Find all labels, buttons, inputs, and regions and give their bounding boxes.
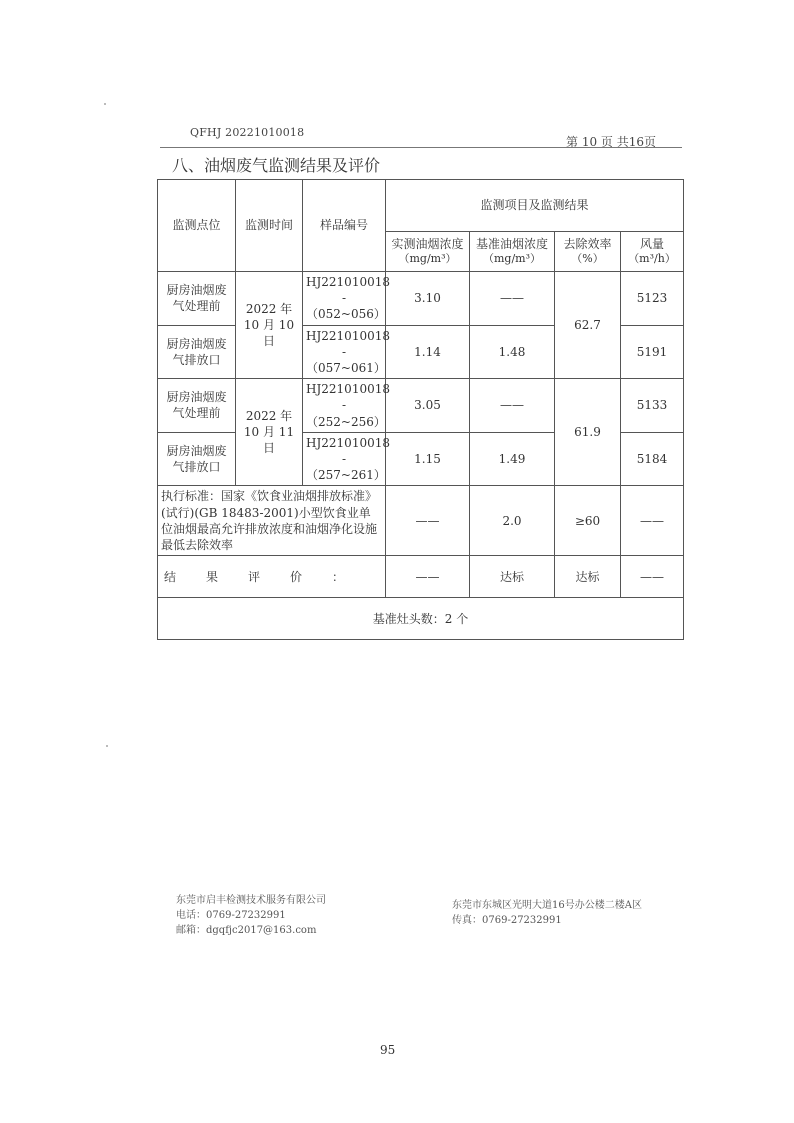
footer-address: 东莞市东城区光明大道16号办公楼二楼A区 <box>452 900 642 911</box>
cell-baseline: —— <box>470 379 555 433</box>
header-removal: 去除效率 （%） <box>555 232 621 272</box>
results-table <box>157 179 684 640</box>
page-info: 第 10 页 共16页 <box>566 135 656 149</box>
cell-baseline: —— <box>470 272 555 326</box>
cell-airflow: 5191 <box>621 325 684 379</box>
page-number: 95 <box>380 1043 396 1057</box>
cell-sample: HJ221010018 -（252~256） <box>303 379 386 433</box>
cell-point: 厨房油烟废气排放口 <box>158 325 236 379</box>
standard-baseline: 2.0 <box>470 486 555 556</box>
header-point: 监测点位 <box>158 180 236 272</box>
cell-sample: HJ221010018 -（052~056） <box>303 272 386 326</box>
cell-point: 厨房油烟废气处理前 <box>158 272 236 326</box>
section-title: 八、油烟废气监测结果及评价 <box>172 156 381 175</box>
header-sample: 样品编号 <box>303 180 386 272</box>
cell-airflow: 5133 <box>621 379 684 433</box>
cell-point: 厨房油烟废气排放口 <box>158 432 236 486</box>
scan-speck <box>104 103 106 105</box>
evaluation-label: 结果评价： <box>158 556 386 598</box>
cell-sample: HJ221010018 -（257~261） <box>303 432 386 486</box>
cell-date: 2022 年 10 月 10 日 <box>236 272 303 379</box>
cell-measured: 3.10 <box>386 272 470 326</box>
standard-airflow: —— <box>621 486 684 556</box>
header-divider <box>160 147 682 148</box>
cell-measured: 1.15 <box>386 432 470 486</box>
footer-address-block <box>452 898 642 928</box>
header-measured: 实测油烟浓度 （mg/m³） <box>386 232 470 272</box>
cell-removal: 62.7 <box>555 272 621 379</box>
scan-speck <box>106 745 108 747</box>
standard-removal: ≥60 <box>555 486 621 556</box>
footer-contact <box>176 893 326 938</box>
header-group: 监测项目及监测结果 <box>386 180 684 232</box>
footer-phone: 电话：0769-27232991 <box>176 910 286 921</box>
cell-measured: 3.05 <box>386 379 470 433</box>
cell-date: 2022 年 10 月 11 日 <box>236 379 303 486</box>
cell-measured: 1.14 <box>386 325 470 379</box>
report-code: QFHJ 20221010018 <box>190 126 305 139</box>
evaluation-airflow: —— <box>621 556 684 598</box>
cell-baseline: 1.48 <box>470 325 555 379</box>
standard-measured: —— <box>386 486 470 556</box>
header-time: 监测时间 <box>236 180 303 272</box>
cell-baseline: 1.49 <box>470 432 555 486</box>
table-note: 基准灶头数：2 个 <box>158 598 684 640</box>
footer-company: 东莞市启丰检测技术服务有限公司 <box>176 895 326 906</box>
cell-airflow: 5184 <box>621 432 684 486</box>
footer-email: 邮箱：dgqfjc2017@163.com <box>176 925 317 936</box>
header-airflow: 风量 （m³/h） <box>621 232 684 272</box>
cell-removal: 61.9 <box>555 379 621 486</box>
cell-airflow: 5123 <box>621 272 684 326</box>
evaluation-removal: 达标 <box>555 556 621 598</box>
cell-point: 厨房油烟废气处理前 <box>158 379 236 433</box>
evaluation-baseline: 达标 <box>470 556 555 598</box>
standard-text: 执行标准：国家《饮食业油烟排放标准》(试行)(GB 18483-2001)小型饮食业单位油烟最高允许排放浓度和油烟净化设施最低去除效率 <box>158 486 386 556</box>
cell-sample: HJ221010018 -（057~061） <box>303 325 386 379</box>
footer-fax: 传真：0769-27232991 <box>452 915 562 926</box>
evaluation-measured: —— <box>386 556 470 598</box>
header-baseline: 基准油烟浓度 （mg/m³） <box>470 232 555 272</box>
